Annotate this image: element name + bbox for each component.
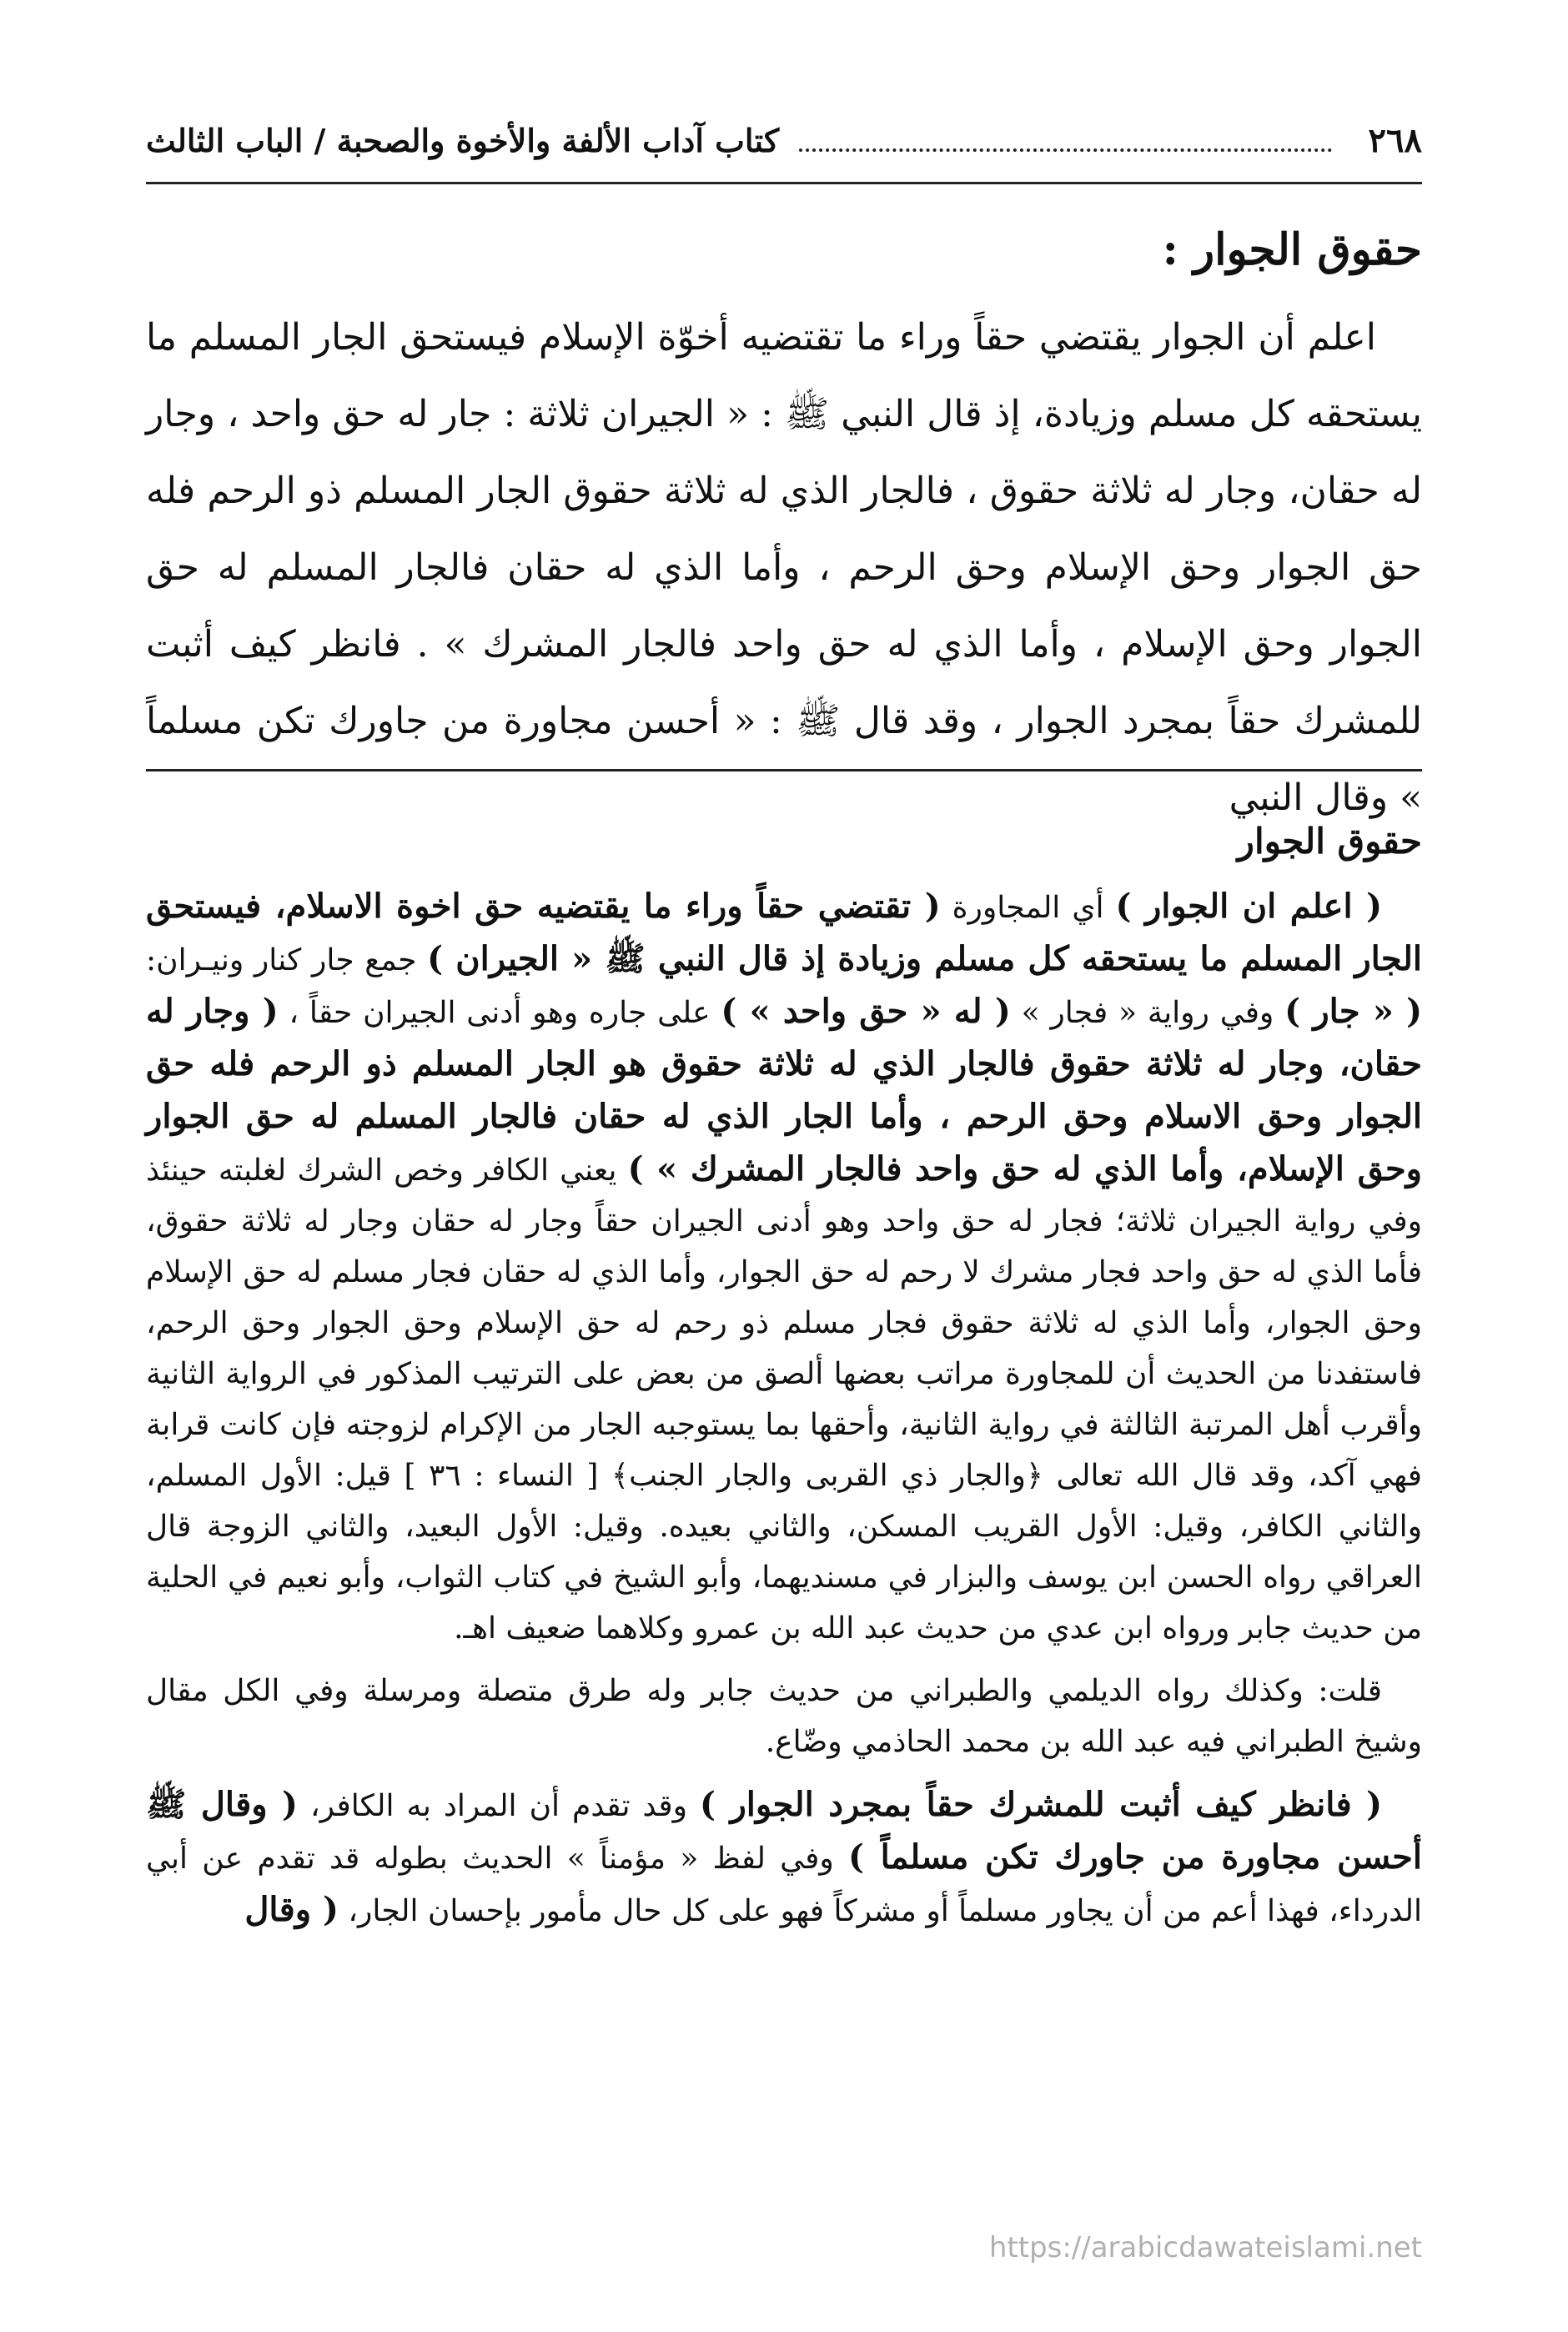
source-watermark: https://arabicdawateislami.net (988, 2231, 1422, 2264)
main-paragraph: اعلم أن الجوار يقتضي حقاً وراء ما تقتضيه أخوّة الإسلام فيستحق الجار المسلم ما يستحقه كل مسلم وزيادة، إذ قال النبي ﷺ : « الجيران ثلاثة : جار له حق واحد ، وجار له حقان، وجار له ثلاثة حقوق ، فالجار الذي له ثلاثة حقوق الجار المسلم ذو الرحم فله حق الجوار وحق الإسلام وحق الرحم ، وأما الذي له حقان فالجار المسلم له حق الجوار وحق الإسلام ، وأما الذي له حق واحد فالجار المشرك » . فانظر كيف أثبت للمشرك حقاً بمجرد الجوار ، وقد قال ﷺ : « أحسن مجاورة من جاورك تكن مسلماً » وقال النبي (146, 316, 1422, 819)
commentary-text: على جاره وهو أدنى الجيران حقاً ، (278, 996, 721, 1030)
running-title: كتاب آداب الألفة والأخوة والصحبة / الباب الثالث (146, 122, 780, 159)
dotted-leader (799, 148, 1331, 152)
quoted-text: ( « جار ) (1284, 992, 1423, 1031)
quoted-text: ( وجار له حقان، وجار له ثلاثة حقوق فالجار الذي له ثلاثة حقوق هو الجار المسلم ذو الرحم فله حق الجوار وحق الاسلام وحق الرحم ، وأما الجار الذي له حقان فالجار المسلم له حق الجوار وحق الإسلام، وأما الذي له حق واحد فالجار المشرك » ) (146, 992, 1422, 1189)
quoted-text: ( تقتضي حقاً وراء ما يقتضيه حق اخوة الاسلام، فيستحق الجار المسلم ما يستحقه كل مسلم وزيادة إذ قال النبي ﷺ « الجيران ) (146, 887, 1422, 978)
quoted-text: ( فانظر كيف أثبت للمشرك حقاً بمجرد الجوار ) (700, 1785, 1383, 1824)
quoted-text: ( وقال (244, 1890, 339, 1929)
commentary-text: جمع جار كنار ونيـران: (146, 943, 428, 978)
commentary-paragraph-1 (146, 881, 1422, 1654)
commentary (146, 807, 1422, 1948)
quoted-text: ( اعلم ان الجوار ) (1115, 887, 1382, 926)
commentary-text: يعني الكافر وخص الشرك لغلبته حينئذ وفي رواية الجيران ثلاثة؛ فجار له حق واحد وهو أدنى الجيران حقاً وجار له حقان وجار له ثلاثة حقوق، فأما الذي له حق واحد فجار مشرك لا رحم له حق الجوار، وأما الذي له حقان فجار مسلم له حق الإسلام وحق الجوار، وأما الذي له ثلاثة حقوق فجار مسلم ذو رحم له حق الإسلام وحق الجوار وحق الرحم، فاستفدنا من الحديث أن للمجاورة مراتب بعضها ألصق من بعض على الترتيب المذكور في الرواية الثانية وأقرب أهل المرتبة الثالثة في رواية الثانية، وأحقها بما يستوجبه الجار من الإكرام لزوجته فإن كانت قرابة فهي آكد، وقد قال الله تعالى ﴿والجار ذي القربى والجار الجنب﴾ [ النساء : ٣٦ ] قيل: الأول المسلم، والثاني الكافر، وقيل: الأول القريب المسكن، والثاني بعيده. وقيل: الأول البعيد، والثاني الزوجة قال العراقي رواه الحسن ابن يوسف والبزار في مسنديهما، وأبو الشيخ في كتاب الثواب، وأبو نعيم في الحلية من حديث جابر ورواه ابن عدي من حديث عبد الله بن عمرو وكلاهما ضعيف اهـ. (146, 1153, 1422, 1646)
commentary-text: وفي لفظ « مؤمناً » الحديث بطوله قد تقدم عن أبي الدرداء، فهذا أعم من أن يجاور مسلماً أو مشركاً فهو على كل حال مأمور بإحسان الجار، (146, 1842, 1422, 1928)
commentary-text: أي المجاورة (940, 891, 1116, 925)
commentary-heading: حقوق الجوار (1237, 821, 1422, 862)
main-heading: حقوق الجوار : (1162, 224, 1422, 275)
commentary-text: وقد تقدم أن المراد به الكافر، (297, 1789, 701, 1823)
page-number: ٢٦٨ (1368, 121, 1422, 160)
commentary-paragraph-3 (146, 1779, 1422, 1937)
section-divider (146, 769, 1422, 771)
quoted-text: ( وقال ﷺ أحسن مجاورة من جاورك تكن مسلماً ) (146, 1785, 1423, 1877)
header-rule (146, 182, 1422, 184)
quoted-text: ( له « حق واحد » ) (721, 992, 1011, 1031)
commentary-paragraph-2: قلت: وكذلك رواه الديلمي والطبراني من حديث جابر وله طرق متصلة ومرسلة وفي الكل مقال وشيخ الطبراني فيه عبد الله بن محمد الحاذمي وضّاع. (146, 1674, 1422, 1759)
main-text (146, 213, 1422, 837)
commentary-text: وفي رواية « فجار » (1010, 996, 1285, 1030)
running-head (146, 121, 1422, 179)
